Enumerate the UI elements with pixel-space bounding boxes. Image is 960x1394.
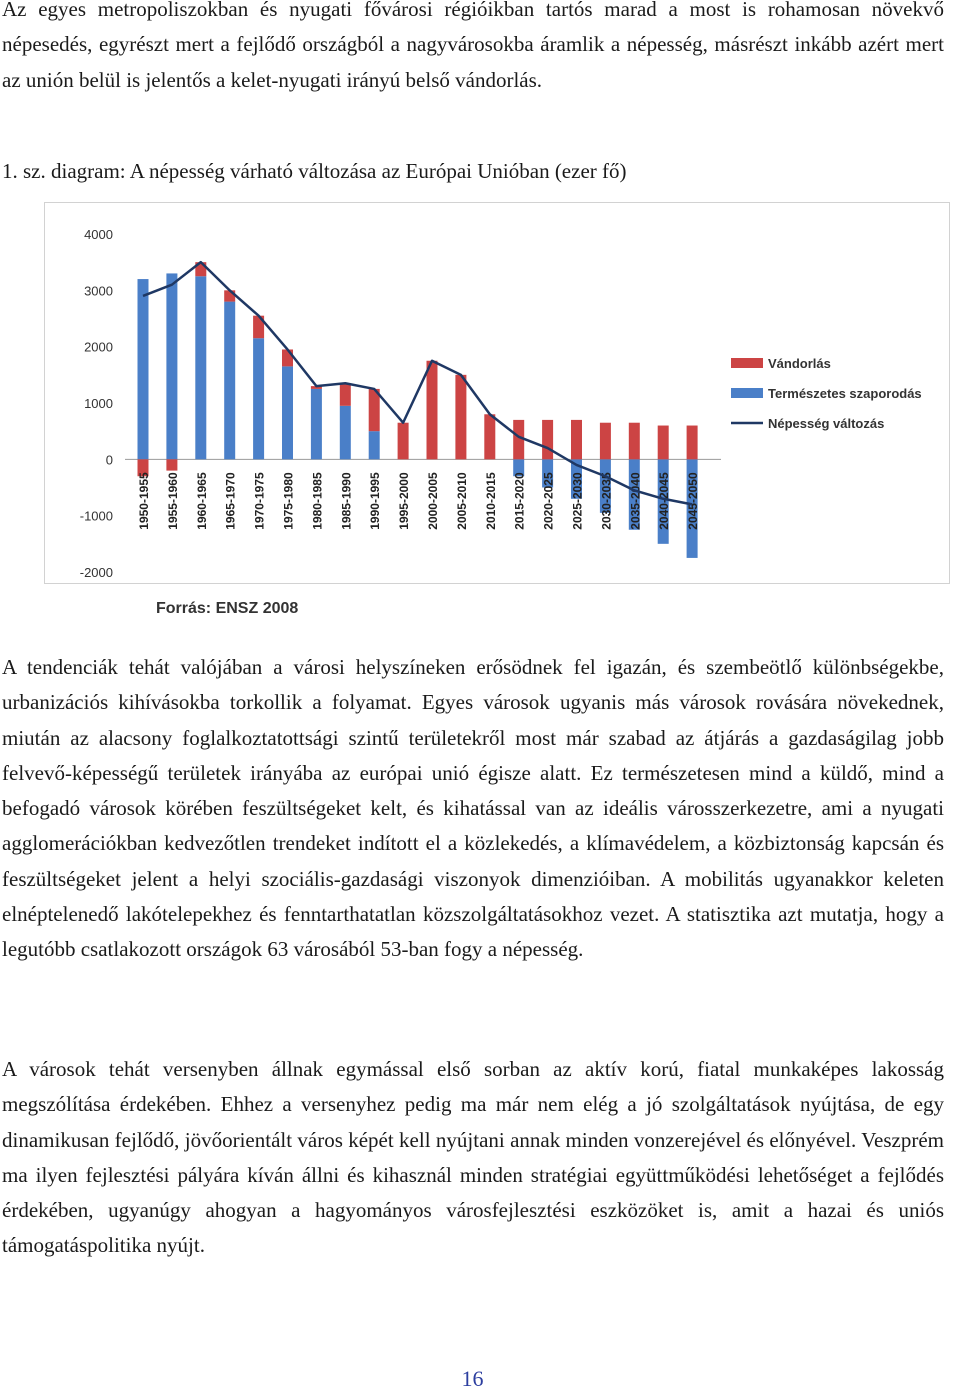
population-chart [45,203,949,583]
x-category-label: 2005-2010 [454,472,469,530]
migration-bar [427,361,438,460]
natural-increase-bar [340,406,351,460]
migration-bar [282,349,293,366]
migration-bar [658,426,669,460]
chart-frame [44,202,950,584]
x-category-label: 1995-2000 [397,472,412,530]
migration-bar [629,423,640,460]
chart-source-label: Forrás: ENSZ 2008 [156,600,299,617]
body-paragraph-2: A városok tehát versenyben állnak egymással első sorban az aktív korú, fiatal munkaképes lakosság megszólítása érdekében. Ehhez a versenyhez pedig ma már nem elég a jó szolgáltatások nyújtása, de egy dinamikusan fejlődő, jövőorientált város képét kell nyújtani annak minden vonzerejével és előnyével. Veszprém ma ilyen fejlesztési pályára kíván állni és kihasznál minden stratégiai együttműködési lehetőséget a fejlődés érdekében, ugyanúgy ahogyan a hagyományos városfejlesztési eszközöket is, amit a hazai és uniós támogatáspolitika nyújt. [2,1057,944,1258]
y-tick-label: 0 [105,452,113,468]
natural-increase-bar [138,279,149,459]
x-category-label: 2015-2020 [512,472,527,530]
natural-increase-bar [253,338,264,459]
x-category-label: 1985-1990 [339,472,354,530]
x-category-label: 2000-2005 [426,472,440,530]
chart-caption: 1. sz. diagram: A népesség várható változása az Európai Unióban (ezer fő) [2,159,627,183]
x-category-label: 2040-2045 [657,472,672,530]
y-tick-label: 2000 [84,339,113,355]
x-category-label: 1975-1980 [281,472,296,530]
natural-increase-bar [195,276,206,459]
x-category-label: 2020-2025 [541,472,556,530]
y-tick-label: 3000 [84,283,113,299]
migration-bar [687,426,698,460]
y-tick-label: -1000 [79,508,113,524]
x-category-label: 1950-1955 [137,472,151,530]
page-number: 16 [461,1366,484,1391]
x-category-label: 2045-2050 [686,472,701,530]
migration-bar [571,420,582,459]
natural-increase-bar [311,389,322,459]
y-tick-label: 1000 [84,396,113,411]
x-category-label: 1980-1985 [310,472,325,530]
natural-increase-bar [224,302,235,460]
migration-bar [542,420,553,459]
migration-bar [455,375,466,460]
x-category-label: 1955-1960 [165,472,180,530]
natural-increase-bar [282,366,293,459]
y-tick-label: -2000 [79,565,113,580]
legend-label: Népesség változás [768,416,885,431]
migration-bar [398,423,409,460]
migration-bar [340,383,351,406]
migration-bar [600,423,611,460]
x-category-label: 1970-1975 [252,472,267,530]
intro-paragraph: Az egyes metropoliszokban és nyugati fővárosi régióikban tartós marad a most is rohamosan növekvő népesedés, egyrészt mert a fejlődő országból a nagyvárosokba áramlik a népesség, másrészt inkább azért mert az unión belül is jelentős a kelet-nyugati irányú belső vándorlás. [2,0,944,92]
x-category-label: 1965-1970 [223,472,238,530]
migration-bar [484,414,495,459]
legend-swatch-natural [731,388,763,398]
body-paragraph-1: A tendenciák tehát valójában a városi helyszíneken erősödnek fel igazán, és szembeötlő különbségekbe, urbanizációs kihívásokba torkollik a folyamat. Egyes városok ugyanis más városok rovására növekednek, miután az alacsony foglalkoztatottsági szintű területekről most már szabad az átjárás a gazdaságilag jobb felvevő-képességű területek irányába az európai unió égisze alatt. Ez természetesen mind a küldő, mind a befogadó városok körében feszültségeket kelt, és kihatással van az ideális városszerkezetre, ami a nyugati agglomerációkban kedvezőtlen trendeket indított el a közlekedés, a klímavédelem, a közbiztonság kapcsán és feszültségeket jelent a helyi szociális-gazdasági viszonyok dimenzióiban. A mobilitás ugyanakkor keleten elnéptelenedő lakótelepekhez és fenntarthatatlan közszolgáltatásokhoz vezet. A statisztika azt mutatja, hogy a legutóbb csatlakozott országok 63 városából 53-ban fogy a népesség. [2,655,944,962]
x-category-label: 2030-2035 [599,472,614,530]
legend-label: Vándorlás [768,356,831,371]
natural-increase-bar [369,431,380,459]
legend-swatch-migration [731,358,763,368]
x-category-label: 1960-1965 [194,472,209,530]
migration-bar [166,459,177,470]
y-tick-label: 4000 [84,227,113,242]
x-category-label: 2025-2030 [570,472,585,530]
migration-bar [224,290,235,301]
x-category-label: 2035-2040 [628,472,643,530]
legend-label: Természetes szaporodás [768,386,922,401]
x-category-label: 1990-1995 [368,472,383,530]
natural-increase-bar [166,273,177,459]
x-category-label: 2010-2015 [483,472,498,530]
